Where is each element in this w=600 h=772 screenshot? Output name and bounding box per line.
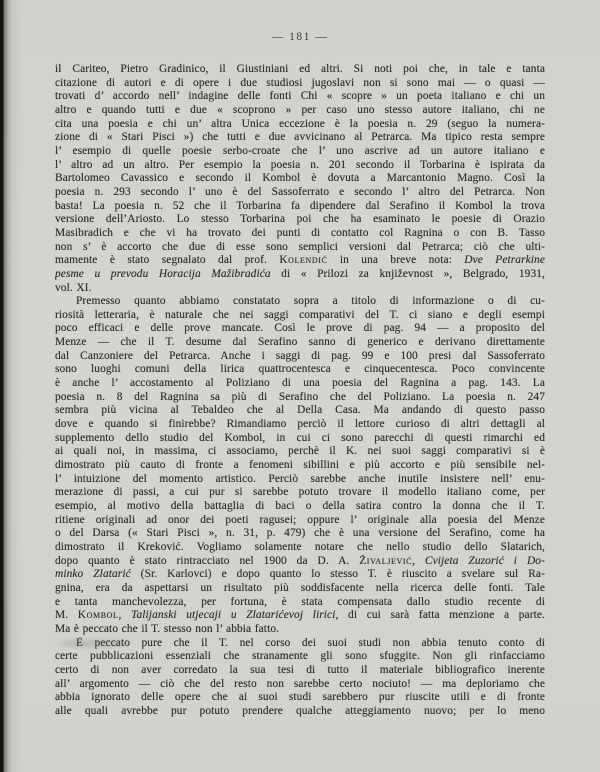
body-text-run: l’ intuizione del momento artistico. Perciò sarebbe anche inutile insistere nell’ enu- bbox=[55, 472, 545, 485]
body-text-run: Masibradich e che vi ha trovato dei punti di contatto col Ragnina o con B. Tasso bbox=[55, 226, 545, 239]
body-text-run: (Sr. Karlovci) e dopo quanto lo stesso T. è riuscito a svelare sul Ra- bbox=[130, 568, 545, 581]
text-line bbox=[55, 568, 545, 582]
text-line bbox=[55, 186, 545, 200]
body-text-run: riosità letteraria, è naturale che nei saggi comparativi del T. ci siano e degli esempi bbox=[55, 308, 545, 321]
text-line bbox=[55, 541, 545, 555]
body-text-run: dopo quanto è stato rintracciato nel 1900 da D. A. bbox=[55, 554, 360, 567]
body-text-run: basta! La poesia n. 52 che il Torbarina fa dipendere dal Serafino il Kombol la trova bbox=[55, 199, 545, 212]
text-line bbox=[55, 309, 545, 323]
body-text-run: trovati d’ accordo nell’ indagine delle fonti Chi « scopre » un poeta italiano e chi un bbox=[55, 90, 545, 103]
body-text-run: È peccato pure che il T. nel corso dei suoi studi non abbia tenuto conto di bbox=[76, 636, 545, 649]
body-text-run: dimostrato più cauto di fronte a fenomeni sibillini e più accorto e più sensibile nel- bbox=[55, 459, 545, 472]
text-line bbox=[55, 159, 545, 173]
text-line bbox=[55, 254, 545, 268]
italic-title-text: pesme u prevodu Horacija Mažibradića bbox=[55, 267, 271, 280]
text-line bbox=[55, 418, 545, 432]
text-line bbox=[55, 582, 545, 596]
body-text-run: ritiene originali ad onor dei poeti ragusei; oppure l’ originale alla poesia del Menze bbox=[55, 513, 545, 526]
body-text-run: altro e quando tutti e due « scoprono » per caso uno stesso autore italiano, chi ne bbox=[55, 103, 545, 116]
text-line bbox=[55, 609, 545, 623]
text-line bbox=[55, 241, 545, 255]
text-line bbox=[55, 404, 545, 418]
body-text-run: all’ argomento — ciò che del resto non sarebbe certo nociuto! — ma deploriamo che bbox=[55, 677, 545, 690]
smallcaps-author-name: Kolendić bbox=[279, 254, 328, 267]
text-line bbox=[55, 282, 545, 296]
italic-title-text: Cvijeta Zuzorić i Do- bbox=[424, 554, 545, 567]
body-text-run: gnina, era da aspettarsi un risultato più soddisfacente nella ricerca delle fonti. Tale bbox=[55, 581, 545, 594]
text-line bbox=[55, 172, 545, 186]
body-text-run: certe pubblicazioni essenziali che stranamente gli sono sfuggite. Non gli rinfacciamo bbox=[55, 650, 545, 663]
body-text-run: vol. XI. bbox=[55, 281, 92, 294]
text-line bbox=[55, 213, 545, 227]
body-text-run: poesia n. 293 secondo l’ uno è del Sassoferrato e secondo l’ altro del Petrarca. Non bbox=[55, 185, 545, 198]
body-text-run: mamente è stato segnalato dal prof. bbox=[55, 254, 280, 267]
text-line bbox=[55, 473, 545, 487]
text-line bbox=[55, 350, 545, 364]
text-line bbox=[55, 678, 545, 692]
body-text-run: Menze — che il T. desume dal Serafino sanno di generico e derivano direttamente bbox=[55, 336, 545, 349]
body-text-run: certo di non aver corredato la sua tesi di tutto il materiale bibliografico inerente bbox=[55, 663, 545, 676]
text-line bbox=[55, 705, 545, 719]
text-line bbox=[55, 200, 545, 214]
text-line bbox=[55, 391, 545, 405]
body-text-run: supplemento dello studio del Kombol, in cui ci sono parecchi di questi rimarchi ed bbox=[55, 431, 545, 444]
body-text-run: M. bbox=[55, 609, 78, 622]
body-text-run: dove e quando si finirebbe? Rimandiamo perciò il lettore curioso di altri dettagli al bbox=[55, 418, 545, 431]
text-line bbox=[55, 514, 545, 528]
text-line bbox=[55, 500, 545, 514]
body-text-run: di « Prilozi za književnost », Belgrado, 1931, bbox=[270, 267, 545, 280]
body-text-run: e tanta manchevolezza, per fortuna, è stata compensata dallo studio recente di bbox=[55, 595, 545, 608]
text-line bbox=[55, 691, 545, 705]
body-text-run: esempio, al motivo della battaglia di baci o della satira contro la donna che il T. bbox=[55, 500, 545, 512]
text-line bbox=[55, 227, 545, 241]
text-line bbox=[55, 145, 545, 159]
body-text-run: dimostrato il Kreković. Vogliamo solamente notare che nello studio dello Slatarich, bbox=[55, 540, 545, 553]
body-text-run: o del Darsa (« Stari Pisci », n. 31, p. 479) che è una versione del Serafino, come ha bbox=[55, 527, 545, 540]
text-line bbox=[55, 432, 545, 446]
body-text-run: cita una poesia e chi un’ altra Unica eccezione è la poesia n. 29 (seguo la numera- bbox=[55, 117, 545, 130]
text-line bbox=[55, 90, 545, 104]
scan-gutter-shadow bbox=[0, 0, 22, 772]
body-text-run: l’ altro ad un altro. Per esempio la poesia n. 201 secondo il Torbarina è ispirata da bbox=[55, 158, 545, 171]
text-line bbox=[55, 486, 545, 500]
italic-title-text: minko Zlatarić bbox=[55, 568, 131, 581]
text-line bbox=[55, 637, 545, 651]
body-text-run: Ma è peccato che il T. stesso non l’ abbia fatto. bbox=[55, 622, 280, 635]
smallcaps-author-name: Živaljević bbox=[359, 554, 413, 567]
text-line bbox=[55, 596, 545, 610]
text-line bbox=[55, 104, 545, 118]
text-line bbox=[55, 363, 545, 377]
text-line bbox=[55, 445, 545, 459]
body-text-run: poesia n. 8 del Ragnina sa più di Serafino che del Poliziano. La poesia n. 247 bbox=[55, 390, 545, 403]
text-line bbox=[55, 118, 545, 132]
body-text-run: merazione di passi, a cui pur si sarebbe potuto trovare il modello italiano come, per bbox=[55, 486, 545, 499]
text-line bbox=[55, 527, 545, 541]
text-line bbox=[55, 322, 545, 336]
smallcaps-author-name: Kombol bbox=[77, 609, 119, 622]
body-text-run: poco efficaci e delle prove mancate. Così le prove di pag. 94 — a proposito del bbox=[55, 322, 545, 335]
body-text-run: versione dell’Ariosto. Lo stesso Torbarina poi che ha esaminato le poesie di Orazio bbox=[55, 213, 545, 226]
italic-title-text: Dve Petrarkine bbox=[464, 254, 545, 267]
text-line bbox=[55, 664, 545, 678]
body-text bbox=[55, 63, 545, 719]
body-text-run: zione di « Stari Pisci ») che tutti e due avvicinano al Petrarca. Ma tipico resta sempre bbox=[55, 131, 545, 144]
italic-title-text: Talijanski utjecaji u Zlatarićevoj lirici bbox=[131, 609, 336, 622]
body-text-run: Bartolomeo Cavassico e secondo il Kombol è dovuta a Marcantonio Magno. Così la bbox=[55, 172, 545, 185]
body-text-run: , di cui sarà fatta menzione a parte. bbox=[335, 609, 545, 622]
body-text-run: , bbox=[118, 609, 132, 622]
page-number: — 181 — bbox=[271, 31, 329, 43]
text-line bbox=[55, 295, 545, 309]
text-line bbox=[55, 377, 545, 391]
text-line bbox=[55, 555, 545, 569]
body-text-run: l’ esempio di quelle poesie serbo-croate che l’ uno ascrive ad un autore italiano e bbox=[55, 144, 545, 157]
body-text-run: alle quali avrebbe pur potuto prendere qualche atteggiamento nuovo; per lo meno bbox=[55, 704, 545, 717]
body-text-run: , bbox=[412, 554, 425, 567]
body-text-run: sembra più vicina al Tebaldeo che al Della Casa. Ma andando di questo passo bbox=[55, 404, 545, 417]
body-text-run: il Cariteo, Pietro Gradinico, il Giustiniani ed altri. Si noti poi che, in tale e tanta bbox=[55, 63, 545, 75]
text-line bbox=[55, 650, 545, 664]
text-line bbox=[55, 459, 545, 473]
body-text-run: in una breve nota: bbox=[327, 254, 465, 267]
text-line bbox=[55, 77, 545, 91]
text-line bbox=[55, 268, 545, 282]
body-text-run: Premesso quanto abbiamo constatato sopra a titolo di informazione o di cu- bbox=[76, 295, 545, 308]
text-line bbox=[55, 336, 545, 350]
text-line bbox=[55, 63, 545, 77]
body-text-run: abbia ignorato delle opere che ai suoi studi sarebbero pur riuscite utili e di fronte bbox=[55, 691, 545, 704]
text-line bbox=[55, 623, 545, 637]
text-line bbox=[55, 131, 545, 145]
body-text-run: è anche l’ accostamento al Poliziano di una poesia del Ragnina a pag. 143. La bbox=[55, 377, 545, 390]
body-text-run: dal Canzoniere del Petrarca. Anche i saggi di pag. 99 e 100 presi dal Sassoferrato bbox=[55, 349, 545, 362]
body-text-run: ai quali noi, in massima, ci associamo, perchè il K. nei suoi saggi comparativi si è bbox=[55, 445, 545, 458]
body-text-run: non s’ è accorto che due di esse sono semplici versioni dal Petrarca; ciò che ulti- bbox=[55, 240, 545, 253]
body-text-run: citazione di autori e di opere i due studiosi jugoslavi non si sono mai — o quasi — bbox=[55, 76, 545, 89]
body-text-run: sono luoghi comuni della lirica quattrocentesca e cinquecentesca. Poco convincente bbox=[55, 363, 545, 376]
